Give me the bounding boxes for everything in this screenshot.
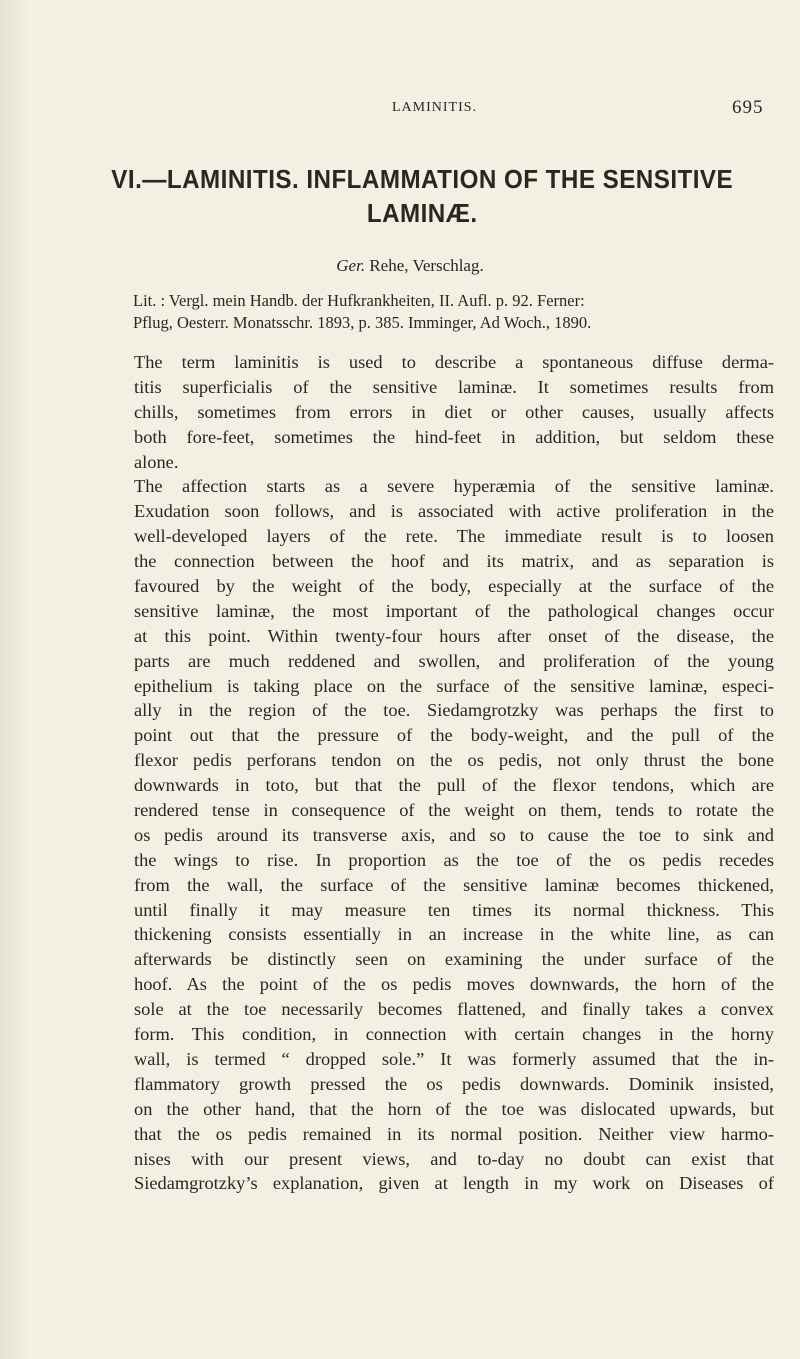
literature-line: Pflug, Oesterr. Monatsschr. 1893, p. 385. Imminger, Ad Woch., 1890.: [133, 313, 592, 332]
section-heading-line-1: VI.—LAMINITIS. INFLAMMATION OF THE SENSITIVE: [111, 164, 734, 194]
body-line: that the os pedis remained in its normal position. Neither view harmo-: [134, 1123, 774, 1144]
body-text: [134, 350, 774, 1196]
body-line: until finally it may measure ten times its normal thickness. This: [134, 899, 774, 920]
literature-line: Lit. : Vergl. mein Handb. der Hufkrankheiten, II. Aufl. p. 92. Ferner:: [133, 291, 585, 310]
body-line: os pedis around its transverse axis, and so to cause the toe to sink and: [134, 824, 774, 845]
body-line: flammatory growth pressed the os pedis downwards. Dominik insisted,: [134, 1073, 774, 1094]
body-line: point out that the pressure of the body-weight, and the pull of the: [134, 725, 774, 746]
german-terms: Rehe, Verschlag.: [365, 256, 484, 275]
body-line: epithelium is taking place on the surface of the sensitive laminæ, especi-: [134, 675, 774, 696]
body-line: hoof. As the point of the os pedis moves downwards, the horn of the: [134, 974, 774, 995]
section-heading: [106, 162, 738, 230]
body-line: Exudation soon follows, and is associated with active proliferation in the: [134, 501, 774, 522]
body-line: ally in the region of the toe. Siedamgrotzky was perhaps the first to: [134, 700, 774, 721]
body-line: both fore-feet, sometimes the hind-feet in addition, but seldom these: [134, 426, 774, 447]
body-line: downwards in toto, but that the pull of the flexor tendons, which are: [134, 775, 774, 796]
body-line: flexor pedis perforans tendon on the os pedis, not only thrust the bone: [134, 750, 774, 771]
body-line: on the other hand, that the horn of the toe was dislocated upwards, but: [134, 1098, 774, 1119]
body-line: Siedamgrotzky’s explanation, given at length in my work on Diseases of: [134, 1173, 774, 1194]
body-line: rendered tense in consequence of the weight on them, tends to rotate the: [134, 800, 774, 821]
body-line: The affection starts as a severe hyperæmia of the sensitive laminæ.: [134, 476, 774, 497]
page-number: 695: [732, 97, 764, 118]
body-line: nises with our present views, and to-day no doubt can exist that: [134, 1148, 774, 1169]
body-line: the wings to rise. In proportion as the toe of the os pedis recedes: [134, 849, 774, 870]
body-line: form. This condition, in connection with certain changes in the horny: [134, 1024, 774, 1045]
body-line: titis superficialis of the sensitive laminæ. It sometimes results from: [134, 376, 774, 397]
body-line: wall, is termed “ dropped sole.” It was formerly assumed that the in-: [134, 1048, 774, 1069]
body-line: The term laminitis is used to describe a spontaneous diffuse derma-: [134, 352, 774, 372]
body-line: favoured by the weight of the body, especially at the surface of the: [134, 576, 774, 597]
section-heading-line-2: LAMINÆ.: [366, 198, 478, 228]
body-line: the connection between the hoof and its matrix, and as separation is: [134, 551, 774, 572]
body-line: well-developed layers of the rete. The immediate result is to loosen: [134, 526, 774, 547]
literature-references: [133, 290, 773, 334]
running-title: LAMINITIS.: [392, 100, 478, 115]
body-line: sensitive laminæ, the most important of the pathological changes occur: [134, 600, 774, 621]
body-line: from the wall, the surface of the sensitive laminæ becomes thickened,: [134, 874, 774, 895]
body-line: afterwards be distinctly seen on examining the under surface of the: [134, 949, 774, 970]
body-line: thickening consists essentially in an increase in the white line, as can: [134, 924, 774, 945]
body-line: at this point. Within twenty-four hours after onset of the disease, the: [134, 625, 774, 646]
german-synonyms: [0, 256, 800, 276]
running-header: [0, 97, 800, 122]
german-label: Ger.: [336, 256, 366, 275]
body-line: sole at the toe necessarily becomes flattened, and finally takes a convex: [134, 999, 774, 1020]
body-line: alone.: [134, 451, 179, 472]
body-line: chills, sometimes from errors in diet or other causes, usually affects: [134, 401, 774, 422]
body-line: parts are much reddened and swollen, and proliferation of the young: [134, 650, 774, 671]
